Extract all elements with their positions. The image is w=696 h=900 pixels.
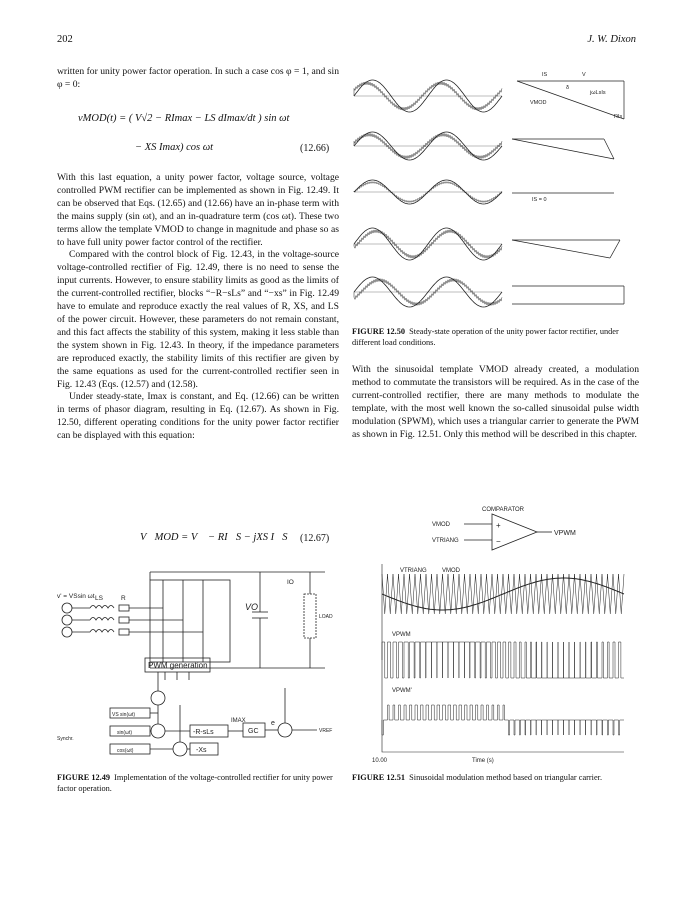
load-label: LOAD xyxy=(319,614,333,620)
right-paragraph-1: With the sinusoidal template VMOD already created, a modulation method to commutate the transistors will be required. As in the case of the current-controlled rectifier, there are many methods to modulate the template, with the most well known the so-called sinusoidal pulse width modulation (SPWM), which uses a triangular carrier to generate the PWM as shown in Fig. 12.51. Only this method will be described in this chapter. xyxy=(352,364,639,440)
phasor-ris: RIs xyxy=(614,114,623,120)
comparator-vmod: VMOD xyxy=(432,522,450,528)
imax-label: IMAX xyxy=(231,718,246,724)
phasor-is: IS xyxy=(542,72,548,78)
comparator-label: COMPARATOR xyxy=(482,507,525,513)
comparator-output: VPWM xyxy=(554,530,576,537)
pwm-output xyxy=(382,642,624,678)
r-label: R xyxy=(121,595,126,602)
phasor-vmod: VMOD xyxy=(530,100,547,106)
figure-1251-caption xyxy=(352,773,639,784)
source-label: v' = VSsin ωt xyxy=(57,593,95,600)
minus-sign: − xyxy=(496,537,501,546)
figure-1249-text: Implementation of the voltage-controlled rectifier for unity power factor operation. xyxy=(57,773,333,793)
plot-vpwm-prime-label: VPWM' xyxy=(392,688,412,694)
figure-1250-caption xyxy=(352,327,639,348)
phasor-is-zero: IS = 0 xyxy=(532,197,547,203)
paragraph-1: With this last equation, a unity power factor, voltage source, voltage controlled PWM rectifier can be implemented as shown in Fig. 12.49. It can be observed that Eqs. (12.65) and (12.66) have an in-phase term with the mains supply (sin ωt), and an in-quadrature term (cos ωt). These two terms allow the template VMOD to change in magnitude and phase so as to have full unity power factor control of the rectifier. xyxy=(57,172,339,248)
cos-block: cos(ωt) xyxy=(117,748,134,754)
plus-sign: + xyxy=(496,521,501,530)
running-author: J. W. Dixon xyxy=(587,34,636,45)
figure-1249-caption xyxy=(57,773,342,794)
plot-time-label: Time (s) xyxy=(472,758,494,764)
ls-label: LS xyxy=(95,595,103,602)
figure-1251-waveforms xyxy=(352,560,642,765)
xs-block: -Xs xyxy=(196,747,207,754)
equation-1267-number: (12.67) xyxy=(300,533,330,544)
vref-label: VREF xyxy=(319,728,333,734)
figure-1250-text: Steady-state operation of the unity power factor rectifier, under different load conditions. xyxy=(352,327,619,347)
pwm-line-voltage xyxy=(382,705,624,735)
paragraph-2: Compared with the control block of Fig. 12.43, in the voltage-source voltage-controlled rectifier of Fig. 12.49, there is no need to sense the input currents. However, to ensure stability limits as good as the limits of the current-controlled rectifier, blocks “−R−sLs” and “−xs” in Fig. 12.49 have to emulate and reproduce exactly the real values of R, XS, and LS of the power circuit. However, these parameters do not remain constant, and this fact affects the stability of this system, making it less stable than the system shown in Fig. 12.43. In theory, if the impedance parameters are reproduced exactly, the stability limits of this rectifier are given by the same equations as used for the current-controlled rectifier seen in Fig. 12.43 (Eqs. (12.57) and (12.58). xyxy=(57,249,339,390)
sin-block: sin(ωt) xyxy=(117,730,133,736)
figure-1249-label: FIGURE 12.49 xyxy=(57,773,111,782)
phasor-v: V xyxy=(582,72,586,78)
figure-1251-text: Sinusoidal modulation method based on triangular carrier. xyxy=(409,773,603,782)
sine-label: VS sin(ωt) xyxy=(112,712,136,718)
equation-1266-line2: − XS Imax) cos ωt xyxy=(135,142,214,153)
figure-1249-circuit xyxy=(55,568,345,768)
vo-label: VO xyxy=(245,602,259,612)
plot-vpwm-label: VPWM xyxy=(392,632,411,638)
figure-1251-label: FIGURE 12.51 xyxy=(352,773,406,782)
figure-1251-comparator xyxy=(352,500,642,558)
equation-1266-number: (12.66) xyxy=(300,143,330,154)
sync-label: Synchr. xyxy=(57,736,74,742)
phasor-delta: δ xyxy=(566,85,570,91)
e-label: e xyxy=(271,720,275,727)
gc-block: GC xyxy=(248,728,259,735)
plot-vtriang-label: VTRIANG xyxy=(400,568,427,574)
page-number: 202 xyxy=(57,34,73,45)
phasor-jwls: jωLsIs xyxy=(590,90,606,96)
pwm-label: PWM generation xyxy=(148,661,208,670)
plot-vmod-label: VMOD xyxy=(442,568,460,574)
figure-1250-label: FIGURE 12.50 xyxy=(352,327,406,336)
figure-1250-waveforms xyxy=(352,64,642,320)
intro-text: written for unity power factor operation. In such a case cos φ = 1, and sin φ = 0: xyxy=(57,66,339,90)
plot-axis-start: 10.00 xyxy=(372,758,388,764)
paragraph-3: Under steady-state, Imax is constant, and Eq. (12.66) can be written in terms of phasor diagram, resulting in Eq. (12.67). As shown in Fig. 12.50, different operating conditions for the unity power factor rectifier can be displayed with this equation: xyxy=(57,391,339,442)
right-body xyxy=(352,364,639,441)
io-label: IO xyxy=(287,579,294,586)
equation-1267: V⃗MOD = V⃗ − RI⃗S − jXS I⃗S xyxy=(140,532,288,543)
left-intro xyxy=(57,66,339,92)
equation-1266-line1: vMOD(t) = ( V√2 − RImax − LS dImax/dt ) sin ωt xyxy=(78,113,290,124)
rsl-block: -R-sLs xyxy=(193,729,214,736)
left-body xyxy=(57,172,339,443)
comparator-vtriang: VTRIANG xyxy=(432,538,459,544)
